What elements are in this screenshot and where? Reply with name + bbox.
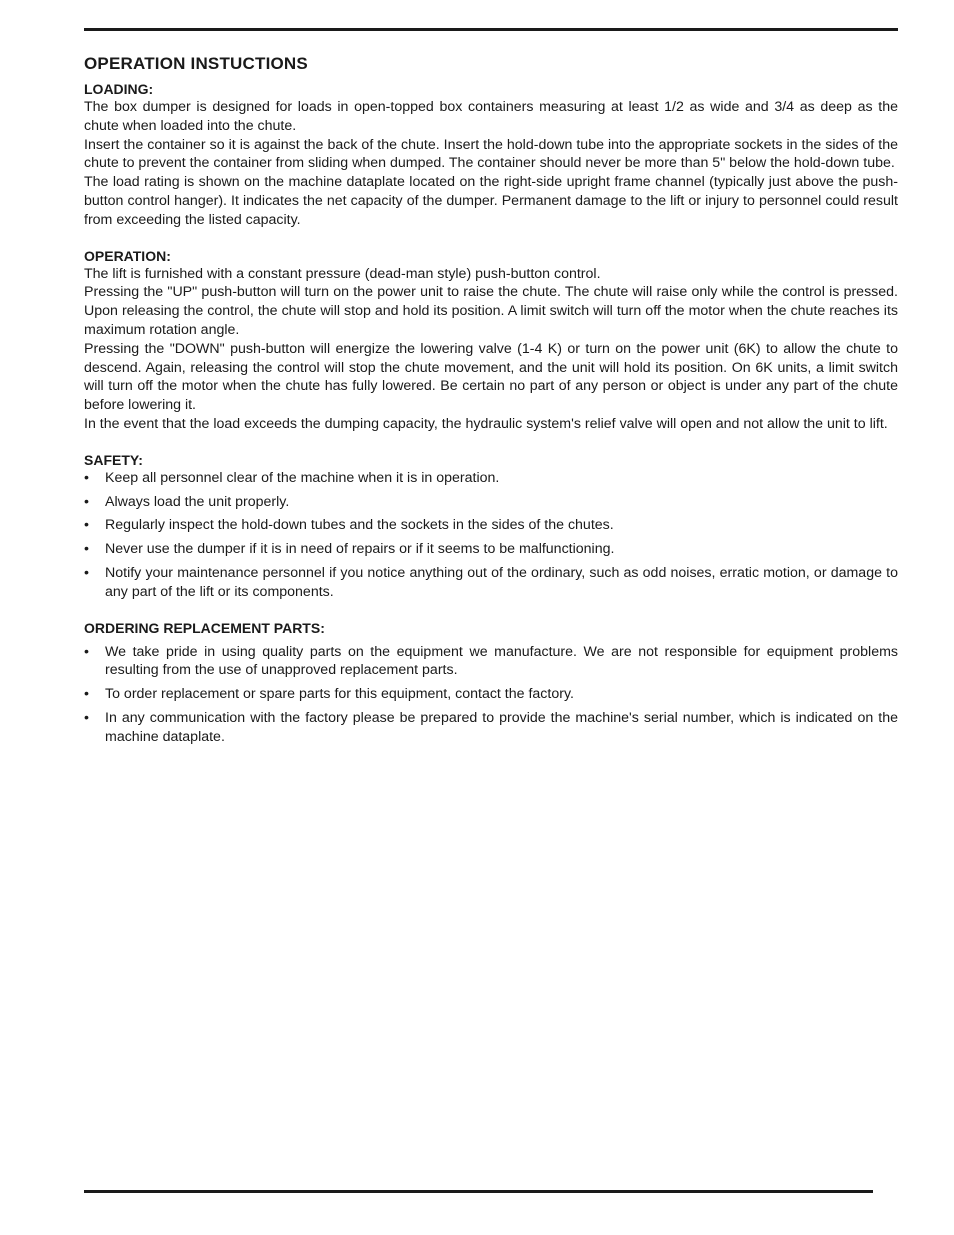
- top-rule: [84, 28, 898, 31]
- list-item: [84, 516, 898, 535]
- parts-heading: ORDERING REPLACEMENT PARTS:: [84, 619, 325, 636]
- loading-paragraph-2: Insert the container so it is against the back of the chute. Insert the hold-down tube into the appropriate sockets in the sides of the chute to prevent the container from sliding when dumped. The container should never be more than 5" below the hold-down tube.: [84, 136, 898, 172]
- safety-section: [84, 451, 898, 602]
- list-item: [84, 540, 898, 559]
- loading-section: [84, 80, 898, 230]
- bullet-icon: •: [84, 564, 89, 581]
- operation-paragraph-1: The lift is furnished with a constant pressure (dead-man style) push-button control.: [84, 265, 601, 282]
- list-item-text: To order replacement or spare parts for this equipment, contact the factory.: [105, 686, 574, 703]
- operation-paragraph-3: Pressing the "DOWN" push-button will energize the lowering valve (1-4 K) or turn on the power unit (6K) to allow the chute to descend. Again, releasing the control will stop the chute movement, and the unit will hold its position. On 6K units, a limit switch will turn off the motor when the chute has fully lowered. Be certain no part of any person or object is under any part of the chute before lowering it.: [84, 340, 898, 414]
- safety-list: [84, 469, 898, 602]
- list-item-text: In any communication with the factory please be prepared to provide the machine's serial number, which is indicated on the machine dataplate.: [105, 709, 898, 745]
- operation-section: [84, 247, 898, 434]
- page-title: OPERATION INSTUCTIONS: [84, 54, 308, 73]
- list-item: [84, 564, 898, 602]
- list-item: [84, 643, 898, 681]
- bullet-icon: •: [84, 709, 89, 726]
- list-item-text: Keep all personnel clear of the machine when it is in operation.: [105, 469, 500, 486]
- bullet-icon: •: [84, 541, 89, 558]
- list-item: [84, 493, 898, 512]
- bullet-icon: •: [84, 517, 89, 534]
- bullet-icon: •: [84, 643, 89, 660]
- list-item-text: We take pride in using quality parts on the equipment we manufacture. We are not responsible for equipment problems resulting from the use of unapproved replacement parts.: [105, 643, 898, 679]
- bullet-icon: •: [84, 469, 89, 486]
- bullet-icon: •: [84, 493, 89, 510]
- list-item-text: Notify your maintenance personnel if you notice anything out of the ordinary, such as odd noises, erratic motion, or damage to any part of the lift or its components.: [105, 564, 898, 600]
- bullet-icon: •: [84, 686, 89, 703]
- loading-paragraph-3: The load rating is shown on the machine dataplate located on the right-side upright frame channel (typically just above the push-button control hanger). It indicates the net capacity of the dumper. Permanent damage to the lift or injury to personnel could result from exceeding the listed capacity.: [84, 174, 898, 228]
- parts-section: [84, 619, 898, 747]
- list-item: [84, 685, 898, 704]
- list-item: [84, 709, 898, 747]
- loading-paragraph-1: The box dumper is designed for loads in open-topped box containers measuring at least 1/2 as wide and 3/4 as deep as the chute when loaded into the chute.: [84, 99, 898, 134]
- list-item-text: Regularly inspect the hold-down tubes and the sockets in the sides of the chutes.: [105, 517, 614, 534]
- operation-paragraph-2: Pressing the "UP" push-button will turn on the power unit to raise the chute. The chute will raise only while the control is pressed. Upon releasing the control, the chute will stop and hold its position. A limit switch will turn off the motor when the chute reaches its maximum rotation angle.: [84, 284, 898, 338]
- list-item: [84, 469, 898, 488]
- loading-heading: LOADING:: [84, 81, 154, 97]
- operation-heading: OPERATION:: [84, 247, 171, 264]
- list-item-text: Never use the dumper if it is in need of repairs or if it seems to be malfunctioning.: [105, 541, 615, 558]
- parts-list: [84, 643, 898, 747]
- operation-paragraph-4: In the event that the load exceeds the dumping capacity, the hydraulic system's relief valve will open and not allow the unit to lift.: [84, 415, 888, 432]
- safety-heading: SAFETY:: [84, 451, 143, 468]
- bottom-rule: [84, 1190, 873, 1193]
- document-body: [84, 53, 898, 764]
- list-item-text: Always load the unit properly.: [105, 493, 290, 510]
